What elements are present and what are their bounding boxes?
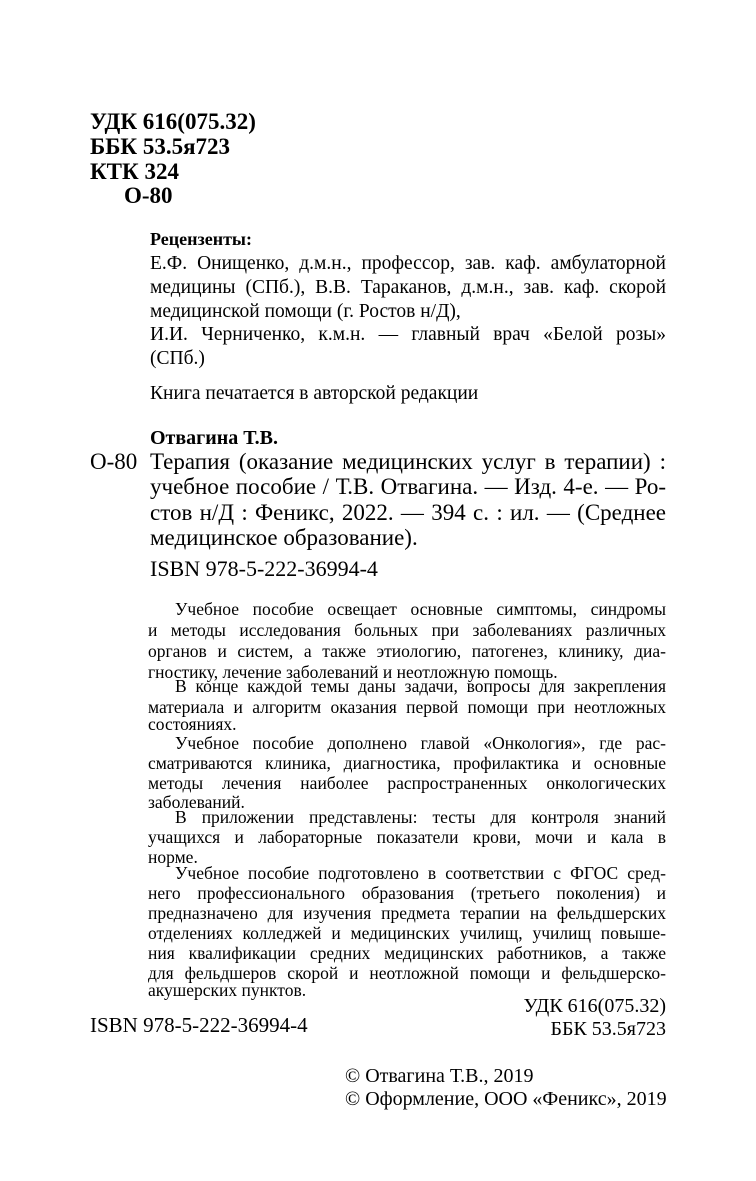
annotation-line: органов и систем, а также этиологию, патогенез, клинику, диа- [148, 641, 666, 661]
isbn-bottom: ISBN 978-5-222-36994-4 [90, 1013, 308, 1037]
annotation-line: отделениях колледжей и медицинских училищ, училищ повыше- [148, 923, 666, 943]
bib-line: учебное пособие / Т.В. Отвагина. — Изд. 4-е. — Ро- [150, 474, 666, 499]
annotation-line: Учебное пособие освещает основные симптомы, синдромы [175, 599, 666, 619]
reviewer-line: медицинской помощи (г. Ростов н/Д), [150, 301, 461, 322]
annotation-line: Учебное пособие подготовлено в соответствии с ФГОС сред- [175, 863, 666, 883]
annotation-line: норме. [148, 847, 198, 867]
annotation-line: и методы исследования больных при заболеваниях различных [148, 620, 666, 640]
annotation-line: заболеваний. [148, 792, 245, 812]
reviewer-line: Е.Ф. Онищенко, д.м.н., профессор, зав. каф. амбулаторной [150, 253, 666, 274]
annotation-line: учащихся и лабораторные показатели крови, мочи и кала в [148, 827, 666, 847]
annotation-line: предназначено для изучения предмета терапии на фельдшерских [148, 903, 666, 923]
bib-code: О-80 [90, 449, 138, 474]
copyright-author: © Отвагина Т.В., 2019 [345, 1065, 534, 1087]
reviewer-line: (СПб.) [150, 348, 205, 369]
bib-line: стов н/Д : Феникс, 2022. — 394 с. : ил. — (Среднее [150, 500, 666, 525]
annotation-line: для фельдшеров скорой и неотложной помощи и фельдшерско- [148, 963, 666, 983]
annotation-line: В конце каждой темы даны задачи, вопросы для закрепления [175, 676, 666, 696]
bbk-code: ББК 53.5я723 [90, 134, 231, 159]
annotation-line: В приложении представлены: тесты для контроля знаний [175, 807, 666, 827]
reviewers-heading: Рецензенты: [150, 229, 252, 249]
annotation-line: ния квалификации средних медицинских работников, а также [148, 943, 666, 963]
annotation-line: сматриваются клиника, диагностика, профилактика и основные [148, 753, 666, 773]
annotation-line: методы лечения наиболее распространенных онкологических [148, 773, 666, 793]
udk-code: УДК 616(075.32) [90, 109, 256, 134]
annotation-line: материала и алгоритм оказания первой помощи при неотложных [148, 697, 666, 717]
reviewer-line: И.И. Черниченко, к.м.н. — главный врач «Белой розы» [150, 324, 666, 345]
annotation-line: состояниях. [148, 714, 237, 734]
annotation-line: Учебное пособие дополнено главой «Онкология», где рас- [175, 733, 666, 753]
author-name: Отвагина Т.В. [150, 427, 278, 449]
annotation-line: гностику, лечение заболеваний и неотложную помощь. [148, 662, 558, 682]
author-sign-code: О-80 [124, 183, 173, 208]
reviewer-line: медицины (СПб.), В.В. Тараканов, д.м.н., зав. каф. скорой [150, 277, 666, 298]
edition-note: Книга печатается в авторской редакции [150, 383, 479, 404]
isbn-main: ISBN 978-5-222-36994-4 [150, 556, 378, 581]
udk-code-bottom: УДК 616(075.32) [523, 995, 666, 1017]
bib-line: Терапия (оказание медицинских услуг в терапии) : [150, 449, 666, 474]
ktk-code: КТК 324 [90, 159, 179, 184]
annotation-line: него профессионального образования (третьего поколения) и [148, 883, 666, 903]
bib-line: медицинское образование). [150, 525, 418, 550]
bbk-code-bottom: ББК 53.5я723 [550, 1018, 666, 1040]
annotation-line: акушерских пунктов. [148, 980, 307, 1000]
copyright-design: © Оформление, ООО «Феникс», 2019 [345, 1088, 667, 1110]
